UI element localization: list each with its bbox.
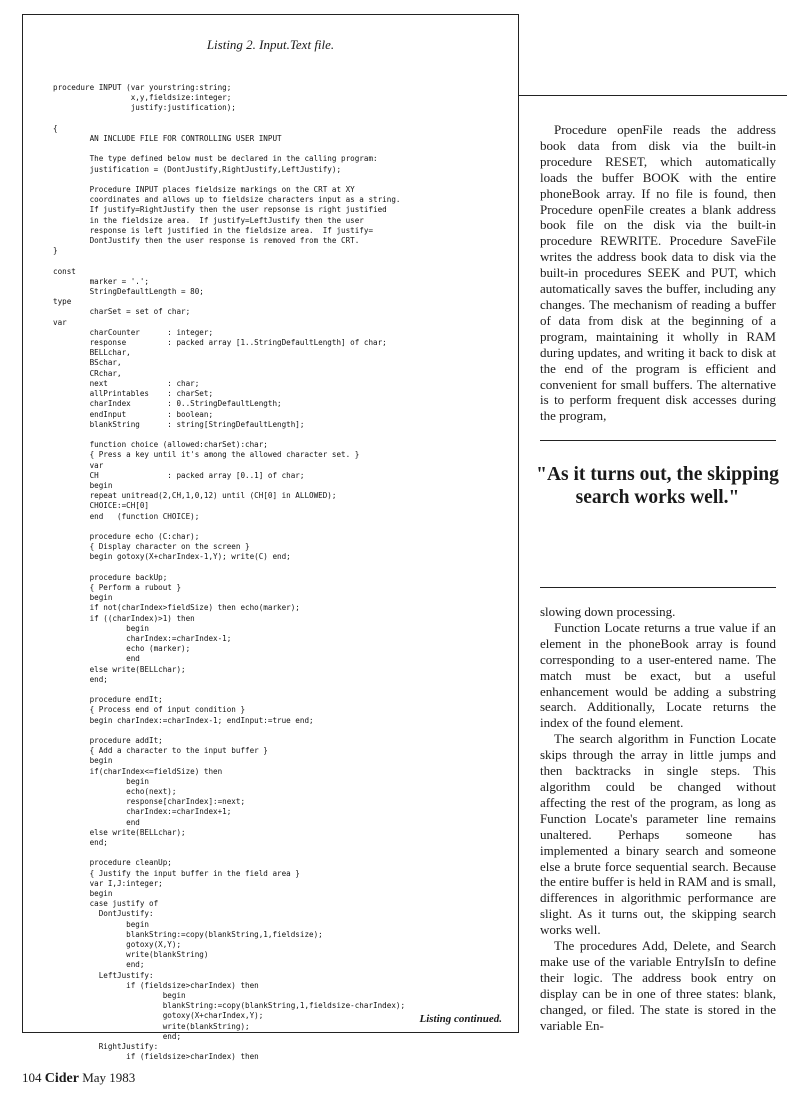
column-divider-top xyxy=(519,95,787,96)
listing-title: Listing 2. Input.Text file. xyxy=(206,37,335,52)
issue-date: May 1983 xyxy=(82,1070,136,1085)
article-paragraph: The procedures Add, Delete, and Search make use of the variable EntryIsIn to define their logic. The address book entry on display can be in one of three states: blank, changed, or filed. The state is stored in the variable En- xyxy=(540,938,776,1033)
page-number: 104 xyxy=(22,1070,42,1085)
article-paragraph: Function Locate returns a true value if an element in the phoneBook array is found corresponding to a user-entered name. The match must be exact, but a useful enhancement would be adding a substring search. Additionally, Locate returns the index of the found element. xyxy=(540,619,776,731)
page-footer xyxy=(22,1070,135,1087)
code-listing-box xyxy=(22,14,519,1062)
article-column-bottom xyxy=(540,604,776,1033)
article-paragraph: The search algorithm in Function Locate skips through the array in little jumps and then backtracks in single steps. This algorithm could be changed without affecting the rest of the program, as long as Function Locate's parameter line remains unaltered. Perhaps someone has implemented a binary search and someone else a brute force sequential search. Because the entire buffer is held in RAM and is small, differences in algorithmic performance are slight. As it turns out, the skipping search works well. xyxy=(540,731,776,938)
article-paragraph: slowing down processing. xyxy=(540,604,676,619)
pascal-code-listing: procedure INPUT (var yourstring:string; x,y,fieldsize:integer; justify:justification); { AN INCLUDE FILE FOR CONTROLLING USER INPUT The type defined below must be declared in the calling program: justification = (DontJustify,RightJustify,LeftJustify); Procedure INPUT places fieldsize markings on the CRT at XY coordinates and allows up to fieldsize characters input as a string. If justify=RightJustify then the user repsonse is right justified in the fieldsize area. If justify=LeftJustify then the user response is left justified in the fieldsize area. If justify= DontJustify then the user response is removed from the CRT. } const marker = '.'; StringDefaultLength = 80; type charSet = set of char; var charCounter : integer; response : packed array [1..StringDefaultLength] of char; BELLchar, BSchar, CRchar, next : char; allPrintables : charSet; charIndex : 0..StringDefaultLength; endInput : boolean; blankString : string[StringDefaultLength]; function choice (allowed:charSet):char; { Press a key until it's among the allowed character set. } var CH : packed array [0..1] of char; begin repeat unitread(2,CH,1,0,12) until (CH[0] in ALLOWED); CHOICE:=CH[0] end (function CHOICE); procedure echo (C:char); { Display character on the screen } begin gotoxy(X+charIndex-1,Y); write(C) end; procedure backUp; { Perform a rubout } begin if not(charIndex>fieldSize) then echo(marker); if ((charIndex)>1) then begin charIndex:=charIndex-1; echo (marker); end else write(BELLchar); end; procedure endIt; { Process end of input condition } begin charIndex:=charIndex-1; endInput:=true end; procedure addIt; { Add a character to the input buffer } begin if(charIndex<=fieldSize) then begin echo(next); response[charIndex]:=next; charIndex:=charIndex+1; end else write(BELLchar); end; procedure cleanUp; { Justify the input buffer in the field area } var I,J:integer; begin case justify of DontJustify: begin blankString:=copy(blankString,1,fieldsize); gotoxy(X,Y); write(blankString) end; LeftJustify: if (fieldsize>charIndex) then begin blankString:=copy(blankString,1,fieldsize-charIndex); gotoxy(X+charIndex,Y); write(blankString); end; RightJustify: if (fieldsize>charIndex) then xyxy=(53,83,406,1062)
pull-quote: "As it turns out, the skipping search works well." xyxy=(536,464,779,508)
article-column-top xyxy=(540,122,776,424)
listing-continued-note: Listing continued. xyxy=(419,1013,502,1025)
pull-quote-rule-bottom xyxy=(540,587,776,588)
pull-quote-rule-top xyxy=(540,440,776,441)
article-paragraph-openfile: Procedure openFile reads the address book data from disk via the built-in procedure RESET, which automatically loads the buffer BOOK with the entire phoneBook array. If no file is found, then Procedure openFile creates a blank address book file on the disk via the built-in procedure REWRITE. Procedure SaveFile writes the address book data to disk via the built-in procedures SEEK and PUT, which automatically saves the buffer, including any changes. The mechanism of reading a buffer of data from disk at the beginning of a program, maintaining it wholly in RAM during updates, and writing it back to disk at the end of the program is efficient and convenient for small buffers. The alternative is to perform frequent disk accesses during the program, xyxy=(540,122,776,424)
magazine-logo: Cider xyxy=(44,1071,79,1086)
